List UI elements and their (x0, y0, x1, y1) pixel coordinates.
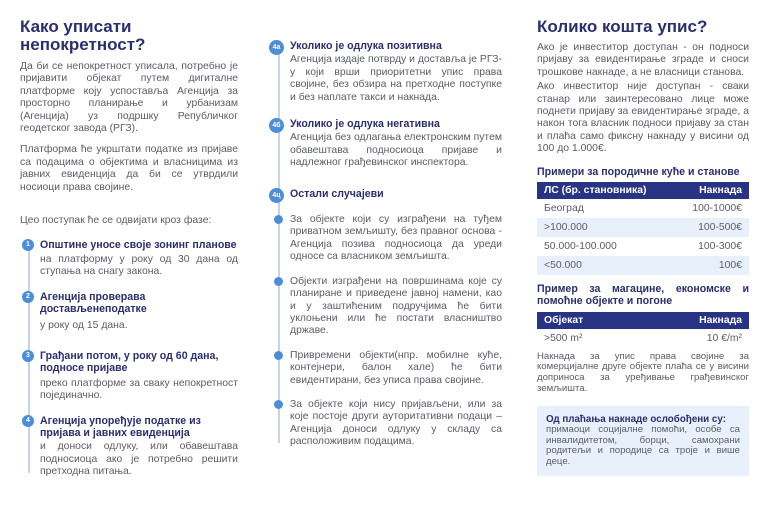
step-number-badge: 4б (269, 118, 284, 133)
paragraph: Платформа ће укрштати податке из пријаве са подацима о објектима и власницима из јавних евиденција да би се утврдили носиоци права својине. (20, 144, 238, 193)
exemptions-text: примаоци социјалне помоћи, особе са инвалидитетом, борци, самохрани родитељи и породице са троје и више деце. (546, 424, 740, 468)
cell: <50.000 (537, 256, 674, 275)
decision-column (270, 0, 502, 461)
column-header: Накнада (674, 182, 749, 199)
bullet-dot (274, 215, 283, 224)
bullet-text: За објекте који су изграђени на туђем приватном земљишту, без правног основа - Агенција позива подносиоца да уреди односе са власником земљишта. (290, 214, 502, 263)
bullet-item (290, 214, 502, 264)
cell: Београд (544, 203, 584, 215)
section-title: Колико кошта упис? (537, 17, 708, 36)
houses-fee-table (537, 182, 749, 275)
phase-timeline (20, 239, 238, 478)
decision-timeline (270, 40, 502, 449)
paragraph: Ако инвеститор није доступан - сваки станар или заинтересовано лице може поднети пријаву за евидентирање зграде, а након тога власник подноси пријаву за стан и плаћа само фиксну накнаду у висини од 100 до 1.000€. (537, 81, 749, 155)
step-number-badge: 4ц (269, 188, 284, 203)
bullet-dot (274, 351, 283, 360)
table-row (537, 329, 749, 348)
step-text: у року од 15 дана. (40, 319, 128, 331)
table-title: Пример за магацине, економске и помоћне објекте и погоне (537, 283, 749, 308)
step-text: Агенција издаје потврду и доставља је РГЗ-у који врши приоритетни упис права својине, без обзира на претходне поступке и без наплате такси и накнада. (290, 54, 502, 103)
paragraph: Да би се непокретност уписала, потребно је пријавити објекат путем дигиталне платформе коју успоставља Агенција за просторно планирање и урбанизам (Агенција) уз подршку Републичког геодетског завода (РГЗ). (20, 61, 238, 135)
step-text: преко платформе за сваку непокретност појединачно. (40, 377, 238, 402)
timeline-line (278, 46, 280, 443)
cell: 100-1000€ (692, 203, 742, 215)
cell: 100-300€ (698, 241, 742, 253)
bullet-text: Објекти изграђени на површинама које су планиране и приведене јавној намени, као и у заштићеним подручјима ће бити уклоњени или ће постати власништво државе. (290, 275, 502, 337)
bullet-item (290, 276, 502, 338)
step-text: и доноси одлуку, или обавештава подносиоца ако је потребно решити претходна питања. (40, 441, 238, 478)
paragraph: Ако је инвеститор доступан - он подноси пријаву за евидентирање зграде и сноси трошкове накнаде, а не власници станова. (537, 42, 749, 78)
cell: >100.000 (537, 218, 674, 237)
bullet-dot (274, 400, 283, 409)
column-header: ЛС (бр. становника) (537, 182, 674, 199)
table-header-row (537, 182, 749, 199)
cell: 100-500€ (674, 218, 749, 237)
commercial-fee-table (537, 312, 749, 348)
step-title: Општине уносе своје зонинг планове (40, 239, 237, 252)
decision-step (272, 118, 502, 170)
phase-step (26, 239, 238, 278)
step-text: Агенција без одлагања електронским путем обавештава подносиоца пријаве и надлежног грађевинског инспектора. (290, 132, 502, 169)
exemptions-box (537, 406, 749, 475)
table-row (537, 256, 749, 275)
bullet-text: Привремени објекти(нпр. мобилне куће, контејнери, балон хале) ће бити евидентирани, без уписа права својине. (290, 349, 502, 386)
bullet-dot (274, 277, 283, 286)
table-row (537, 199, 749, 218)
step-text: на платформу у року од 30 дана од ступања на снагу закона. (40, 253, 238, 278)
step-title: Агенција упоређује податке из пријава и јавних евиденција (40, 414, 201, 439)
step-title: Грађани потом, у року од 60 дана, подносе пријаве (40, 349, 219, 375)
step-number-badge: 4a (269, 40, 284, 55)
decision-step (272, 40, 502, 104)
phase-step (26, 290, 238, 332)
exemptions-title: Од плаћања накнаде ослобођени су: (546, 414, 726, 426)
column-header: Објекат (537, 312, 639, 329)
table-row (537, 237, 749, 256)
cell: >500 m² (544, 332, 583, 344)
phase-step (26, 414, 238, 479)
step-title: Уколико је одлука позитивна (290, 40, 442, 52)
cost-column (537, 0, 749, 476)
bullet-item (290, 399, 502, 449)
fee-note: Накнада за упис права својине за комерцијалне друге објекте плаћа се у висини доприноса за уређивање грађевинског земљишта. (537, 350, 749, 394)
section-title: Како уписати непокретност? (20, 17, 146, 54)
step-number-badge: 3 (22, 350, 34, 362)
bullet-text: За објекте који нису пријављени, или за које постоје други ауторитативни подаци – Агенција доноси одлуку у складу са расположивим подацима. (290, 398, 502, 448)
step-number-badge: 1 (22, 239, 34, 251)
phases-label: Цео поступак ће се одвијати кроз фазе: (20, 215, 212, 227)
bullet-item (290, 350, 502, 387)
step-number-badge: 4 (22, 415, 34, 427)
table-row (537, 218, 749, 237)
step-title: Уколико је одлука негативна (290, 118, 440, 131)
table-header-row (537, 312, 749, 329)
how-to-register-column (20, 0, 238, 491)
table-title: Примери за породичне куће и станове (537, 165, 740, 178)
step-title: Остали случајеви (290, 187, 384, 200)
step-number-badge: 2 (22, 291, 34, 303)
column-header: Накнада (639, 312, 749, 329)
decision-step (272, 187, 502, 200)
cell: 10 €/m² (706, 332, 742, 344)
cell: 100€ (674, 256, 749, 275)
cell: 50.000-100.000 (544, 241, 617, 253)
phase-step (26, 349, 238, 403)
step-title: Агенција проверава достављенеподатке (40, 290, 147, 316)
